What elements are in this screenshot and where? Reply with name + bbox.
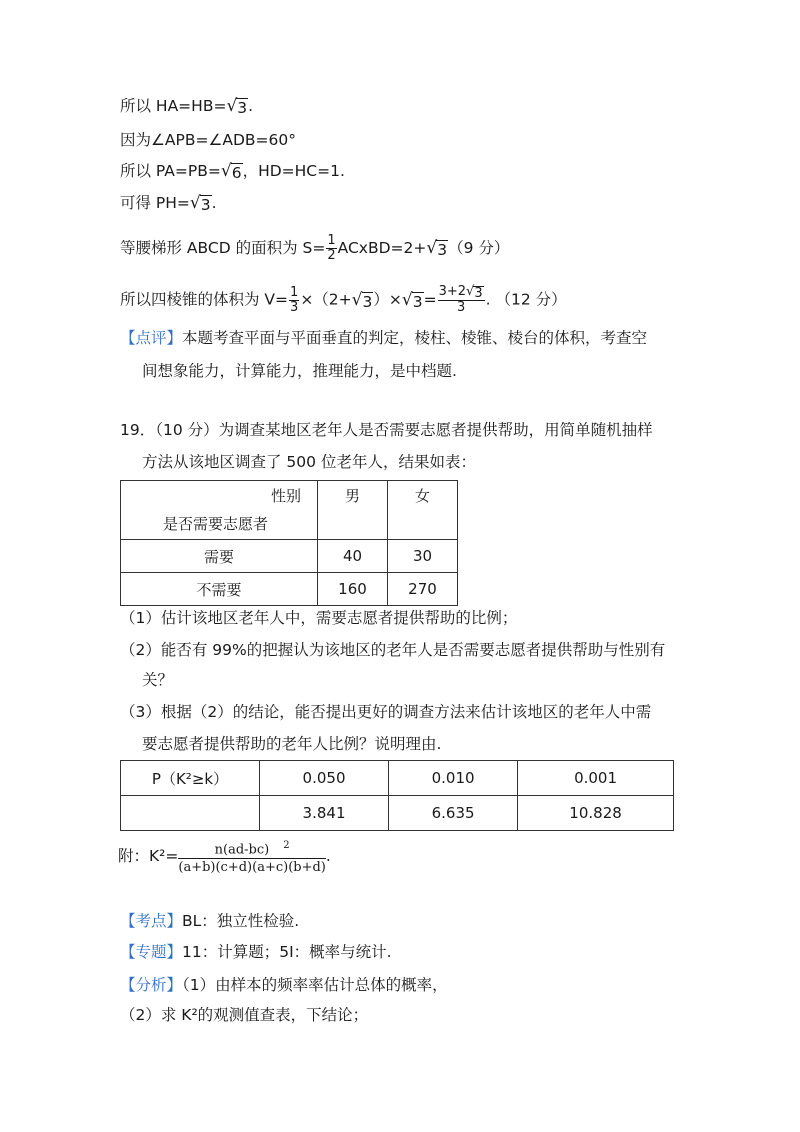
survey-table [120,480,458,606]
special-topic-tag: 【专题】 [120,943,183,961]
k-squared-formula: 附：K²= $\frac{n(ad-bc) ^2}{(a+b)(c+d)(a+c)(b+d)}$ . [118,836,331,876]
fraction-result: 3+2 √ 3 3 [438,284,483,315]
analysis-tag: 【分析】 [120,976,183,994]
fraction-third: $\frac{1}{3}$ [290,284,299,315]
line-ph: 可得 PH= √ 3 . [120,193,217,214]
sqrt-3: √ 3 [401,289,423,311]
comment-line-2: 间想象能力，计算能力，推理能力，是中档题. [142,362,457,380]
sub-question-3-cont: 要志愿者提供帮助的老年人比例？说明理由. [142,735,442,753]
table-corner-cell: 性别 是否需要志愿者 [121,481,318,540]
table-row: 不需要 160 270 [121,573,458,606]
table-row: 需要 40 30 [121,540,458,573]
critical-value-table [120,760,674,831]
comment-line-1: 【点评】本题考查平面与平面垂直的判定，棱柱、棱锥、棱台的体积，考查空 [120,329,648,347]
question-19-line-2: 方法从该地区调查了 500 位老年人，结果如表： [142,453,476,471]
line-area: 等腰梯形 ABCD 的面积为 S= $\frac{1}{2}$ ACxBD=2+ √ 3 （9 分） [120,233,510,263]
sqrt-3: √ 3 [189,193,211,214]
sqrt-3: √ 3 [351,289,373,311]
line-ha-hb: 所以 HA=HB= √ 3 . [120,96,254,117]
table-row: P（K²≥k） 0.050 0.010 0.001 [121,761,674,796]
sqrt-3: √ 3 [426,238,448,259]
line-volume: 所以四棱锥的体积为 V= $\frac{1}{3}$ ×（2+ √ 3 ）× √ 3 = 3+2 √ 3 3 . （12 分） [120,284,567,315]
analysis-line: 【分析】（1）由样本的频率率估计总体的概率， [120,976,448,994]
sub-question-2-cont: 关？ [142,671,174,689]
fraction-half: $\frac{1}{2}$ [327,233,336,263]
comment-tag: 【点评】 [120,329,183,347]
line-angles: 因为∠APB=∠ADB=60° [120,131,296,149]
line-pa-pb: 所以 PA=PB= √ 6 ，HD=HC=1. [120,161,345,182]
sqrt-3: √ 3 [226,96,248,117]
analysis-line-2: （2）求 K²的观测值查表，下结论； [120,1006,369,1024]
sub-question-2: （2）能否有 99%的把握认为该地区的老年人是否需要志愿者提供帮助与性别有 [120,641,666,659]
sub-question-1: （1）估计该地区老年人中，需要志愿者提供帮助的比例； [120,609,518,627]
topic-tag: 【考点】 [120,912,183,930]
topic-line: 【考点】BL：独立性检验. [120,912,300,930]
special-topic-line: 【专题】11：计算题；5I：概率与统计. [120,943,392,961]
col-header-male: 男 [318,481,388,540]
table-row: 3.841 6.635 10.828 [121,796,674,831]
question-19-line-1: 19．（10 分）为调查某地区老年人是否需要志愿者提供帮助，用简单随机抽样 [120,421,653,439]
sqrt-6: √ 6 [220,161,242,182]
formula-fraction: $\frac{n(ad-bc) ^2}{(a+b)(c+d)(a+c)(b+d)}$ [178,837,326,876]
sub-question-3: （3）根据（2）的结论，能否提出更好的调查方法来估计该地区的老年人中需 [120,703,652,721]
col-header-female: 女 [388,481,458,540]
